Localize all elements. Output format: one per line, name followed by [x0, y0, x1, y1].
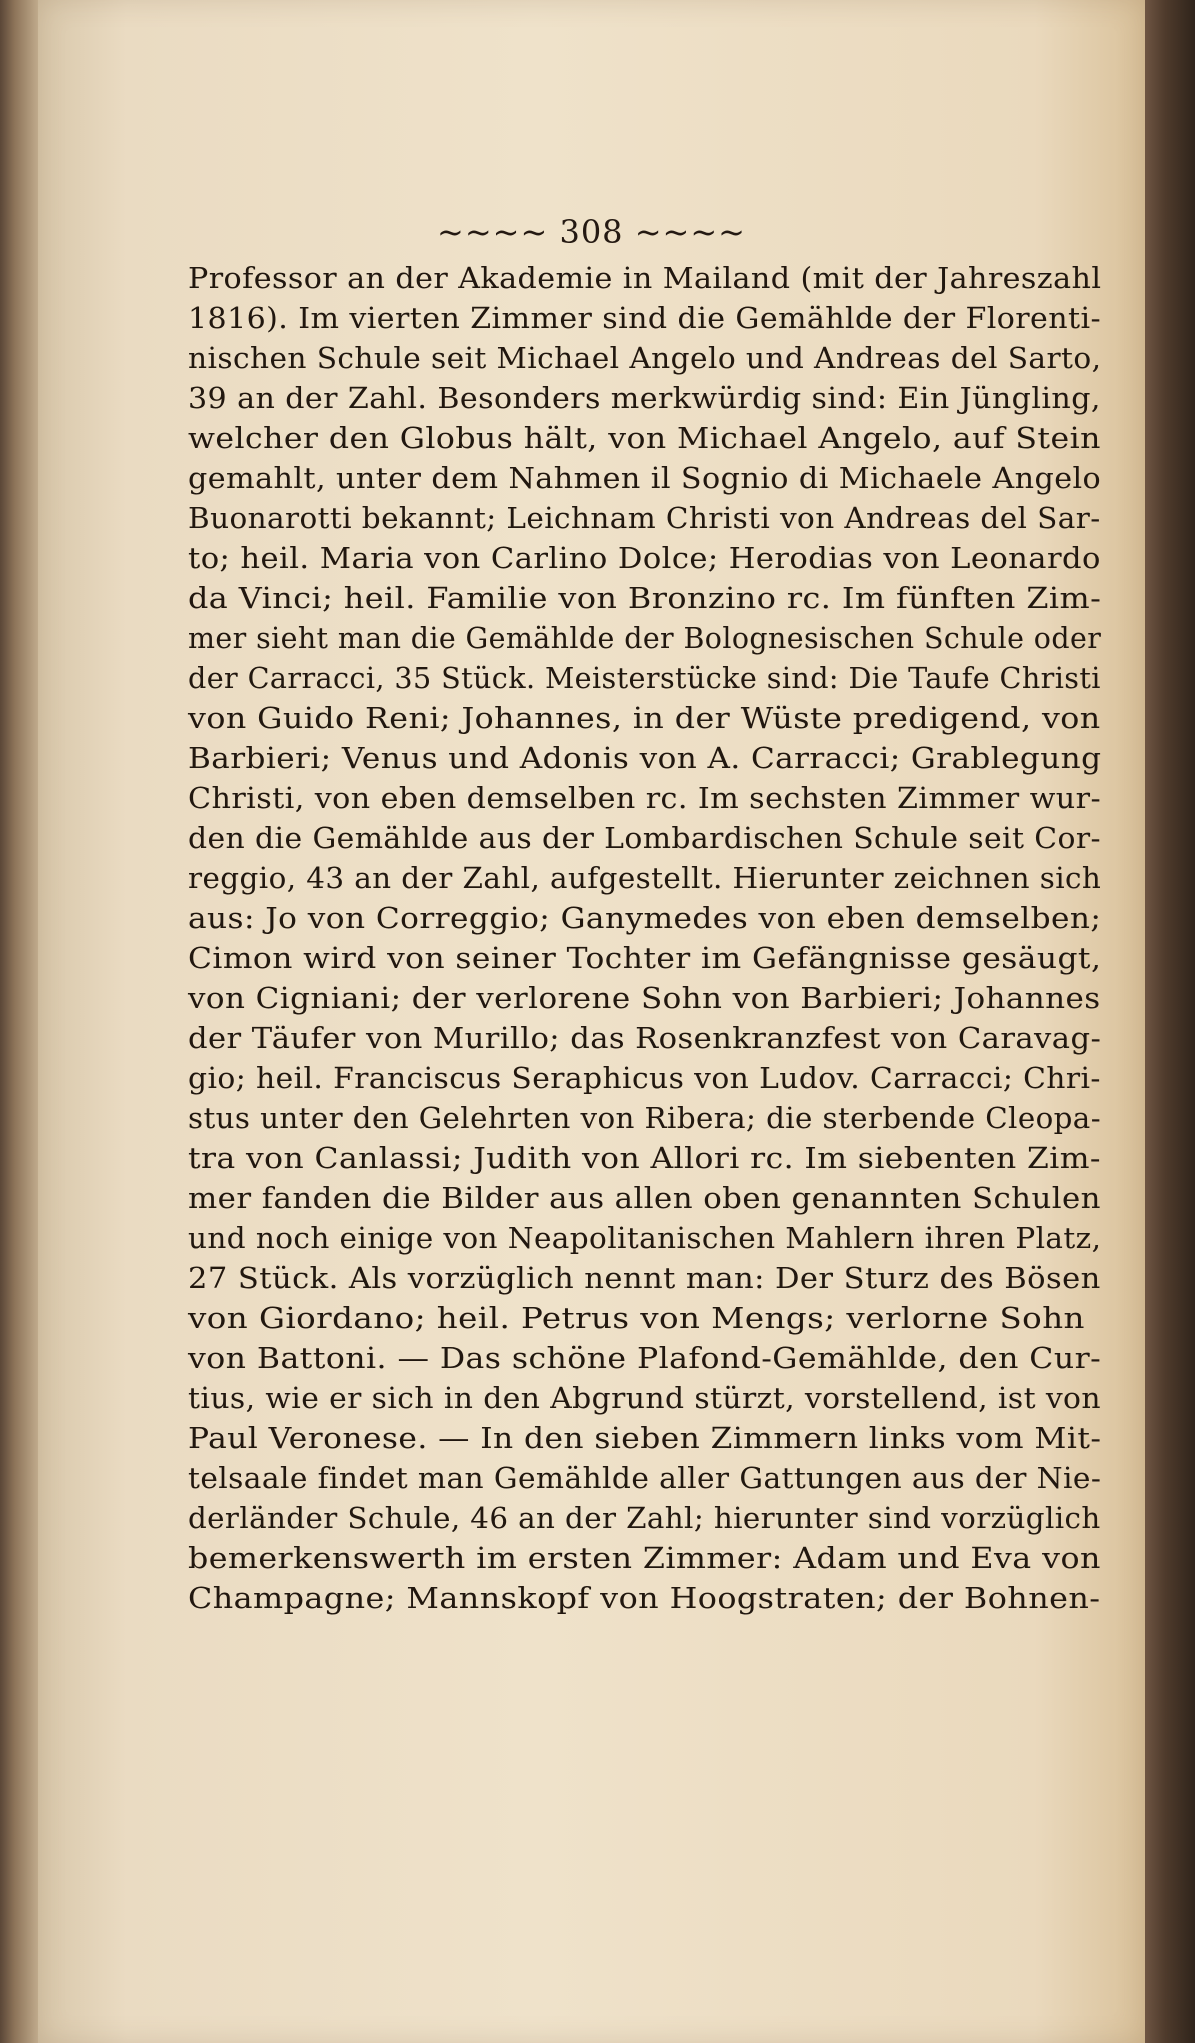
text-line-content: nischen Schule seit Michael Angelo und Andreas del Sarto, [188, 341, 1102, 375]
text-line-content: aus: Jo von Correggio; Ganymedes von eben demselben; [188, 901, 1102, 935]
text-line-content: 27 Stück. Als vorzüglich nennt man: Der Sturz des Bösen [188, 1261, 1101, 1295]
text-line [38, 898, 1145, 938]
text-line-content: und noch einige von Neapolitanischen Mahlern ihren Platz, [188, 1221, 1102, 1255]
text-line-content: da Vinci; heil. Familie von Bronzino rc. Im fünften Zim- [188, 581, 1102, 615]
text-line [38, 418, 1145, 458]
text-line [38, 378, 1145, 418]
text-line [38, 658, 1145, 698]
text-line-content: der Carracci, 35 Stück. Meisterstücke sind: Die Taufe Christi [188, 661, 1101, 695]
text-line [38, 1338, 1145, 1378]
text-line [38, 1218, 1145, 1258]
text-line [38, 338, 1145, 378]
text-line-content: Buonarotti bekannt; Leichnam Christi von Andreas del Sar- [188, 501, 1101, 535]
text-line [38, 1418, 1145, 1458]
text-line [38, 738, 1145, 778]
text-line [38, 1578, 1145, 1618]
text-line-content: Cimon wird von seiner Tochter im Gefängnisse gesäugt, [188, 941, 1102, 975]
text-line-content: Champagne; Mannskopf von Hoogstraten; der Bohnen- [188, 1581, 1101, 1615]
text-line-content: mer fanden die Bilder aus allen oben genannten Schulen [188, 1181, 1101, 1215]
text-line [38, 458, 1145, 498]
text-line-content: bemerkenswerth im ersten Zimmer: Adam und Eva von [188, 1541, 1101, 1575]
text-line-content: von Battoni. — Das schöne Plafond-Gemählde, den Cur- [188, 1341, 1102, 1375]
text-line [38, 1018, 1145, 1058]
page-sheet [38, 0, 1145, 2043]
text-line [38, 618, 1145, 658]
left-binding-edge [0, 0, 42, 2043]
text-line [38, 1138, 1145, 1178]
text-line [38, 298, 1145, 338]
text-line-content: welcher den Globus hält, von Michael Angelo, auf Stein [188, 421, 1101, 455]
text-line-content: von Cigniani; der verlorene Sohn von Barbieri; Johannes [188, 981, 1101, 1015]
text-line-content: Barbieri; Venus und Adonis von A. Carracci; Grablegung [188, 741, 1102, 775]
text-line [38, 938, 1145, 978]
text-line-content: von Giordano; heil. Petrus von Mengs; verlorne Sohn [188, 1301, 1085, 1335]
text-line-content: Paul Veronese. — In den sieben Zimmern links vom Mit- [188, 1421, 1102, 1455]
text-line [38, 498, 1145, 538]
text-line [38, 1098, 1145, 1138]
text-line-content: Christi, von eben demselben rc. Im sechsten Zimmer wur- [188, 781, 1102, 815]
text-line [38, 1538, 1145, 1578]
text-line-content: 39 an der Zahl. Besonders merkwürdig sind: Ein Jüngling, [188, 381, 1101, 415]
text-line-content: reggio, 43 an der Zahl, aufgestellt. Hierunter zeichnen sich [188, 861, 1102, 895]
page-number-header: ~~~~ 308 ~~~~ [437, 213, 746, 251]
text-line [38, 1298, 1145, 1338]
text-line-content: stus unter den Gelehrten von Ribera; die sterbende Cleopa- [188, 1101, 1102, 1135]
text-line [38, 978, 1145, 1018]
text-line [38, 1258, 1145, 1298]
text-line-content: mer sieht man die Gemählde der Bolognesischen Schule oder [188, 621, 1102, 655]
text-line [38, 1498, 1145, 1538]
text-line-content: 1816). Im vierten Zimmer sind die Gemählde der Florenti- [188, 301, 1102, 335]
text-line-content: der Täufer von Murillo; das Rosenkranzfest von Caravag- [188, 1021, 1102, 1055]
text-line [38, 578, 1145, 618]
text-line-content: gio; heil. Franciscus Seraphicus von Ludov. Carracci; Chri- [188, 1061, 1101, 1095]
text-line [38, 698, 1145, 738]
text-line-content: telsaale findet man Gemählde aller Gattungen aus der Nie- [188, 1461, 1102, 1495]
text-line [38, 1178, 1145, 1218]
text-line [38, 818, 1145, 858]
text-line-content: tra von Canlassi; Judith von Allori rc. Im siebenten Zim- [188, 1141, 1101, 1175]
text-line [38, 1058, 1145, 1098]
text-line-content: den die Gemählde aus der Lombardischen Schule seit Cor- [188, 821, 1102, 855]
text-line-content: gemahlt, unter dem Nahmen il Sognio di Michaele Angelo [188, 461, 1102, 495]
text-line [38, 258, 1145, 298]
text-line-content: tius, wie er sich in den Abgrund stürzt, vorstellend, ist von [188, 1381, 1102, 1415]
text-line [38, 538, 1145, 578]
text-line [38, 1378, 1145, 1418]
text-line-content: von Guido Reni; Johannes, in der Wüste predigend, von [188, 701, 1101, 735]
text-line [38, 778, 1145, 818]
text-line-content: Professor an der Akademie in Mailand (mit der Jahreszahl [188, 261, 1102, 295]
text-line [38, 858, 1145, 898]
text-line-content: to; heil. Maria von Carlino Dolce; Herodias von Leonardo [188, 541, 1101, 575]
text-line [38, 1458, 1145, 1498]
text-line-content: derländer Schule, 46 an der Zahl; hierunter sind vorzüglich [188, 1501, 1101, 1535]
right-page-edge [1145, 0, 1195, 2043]
